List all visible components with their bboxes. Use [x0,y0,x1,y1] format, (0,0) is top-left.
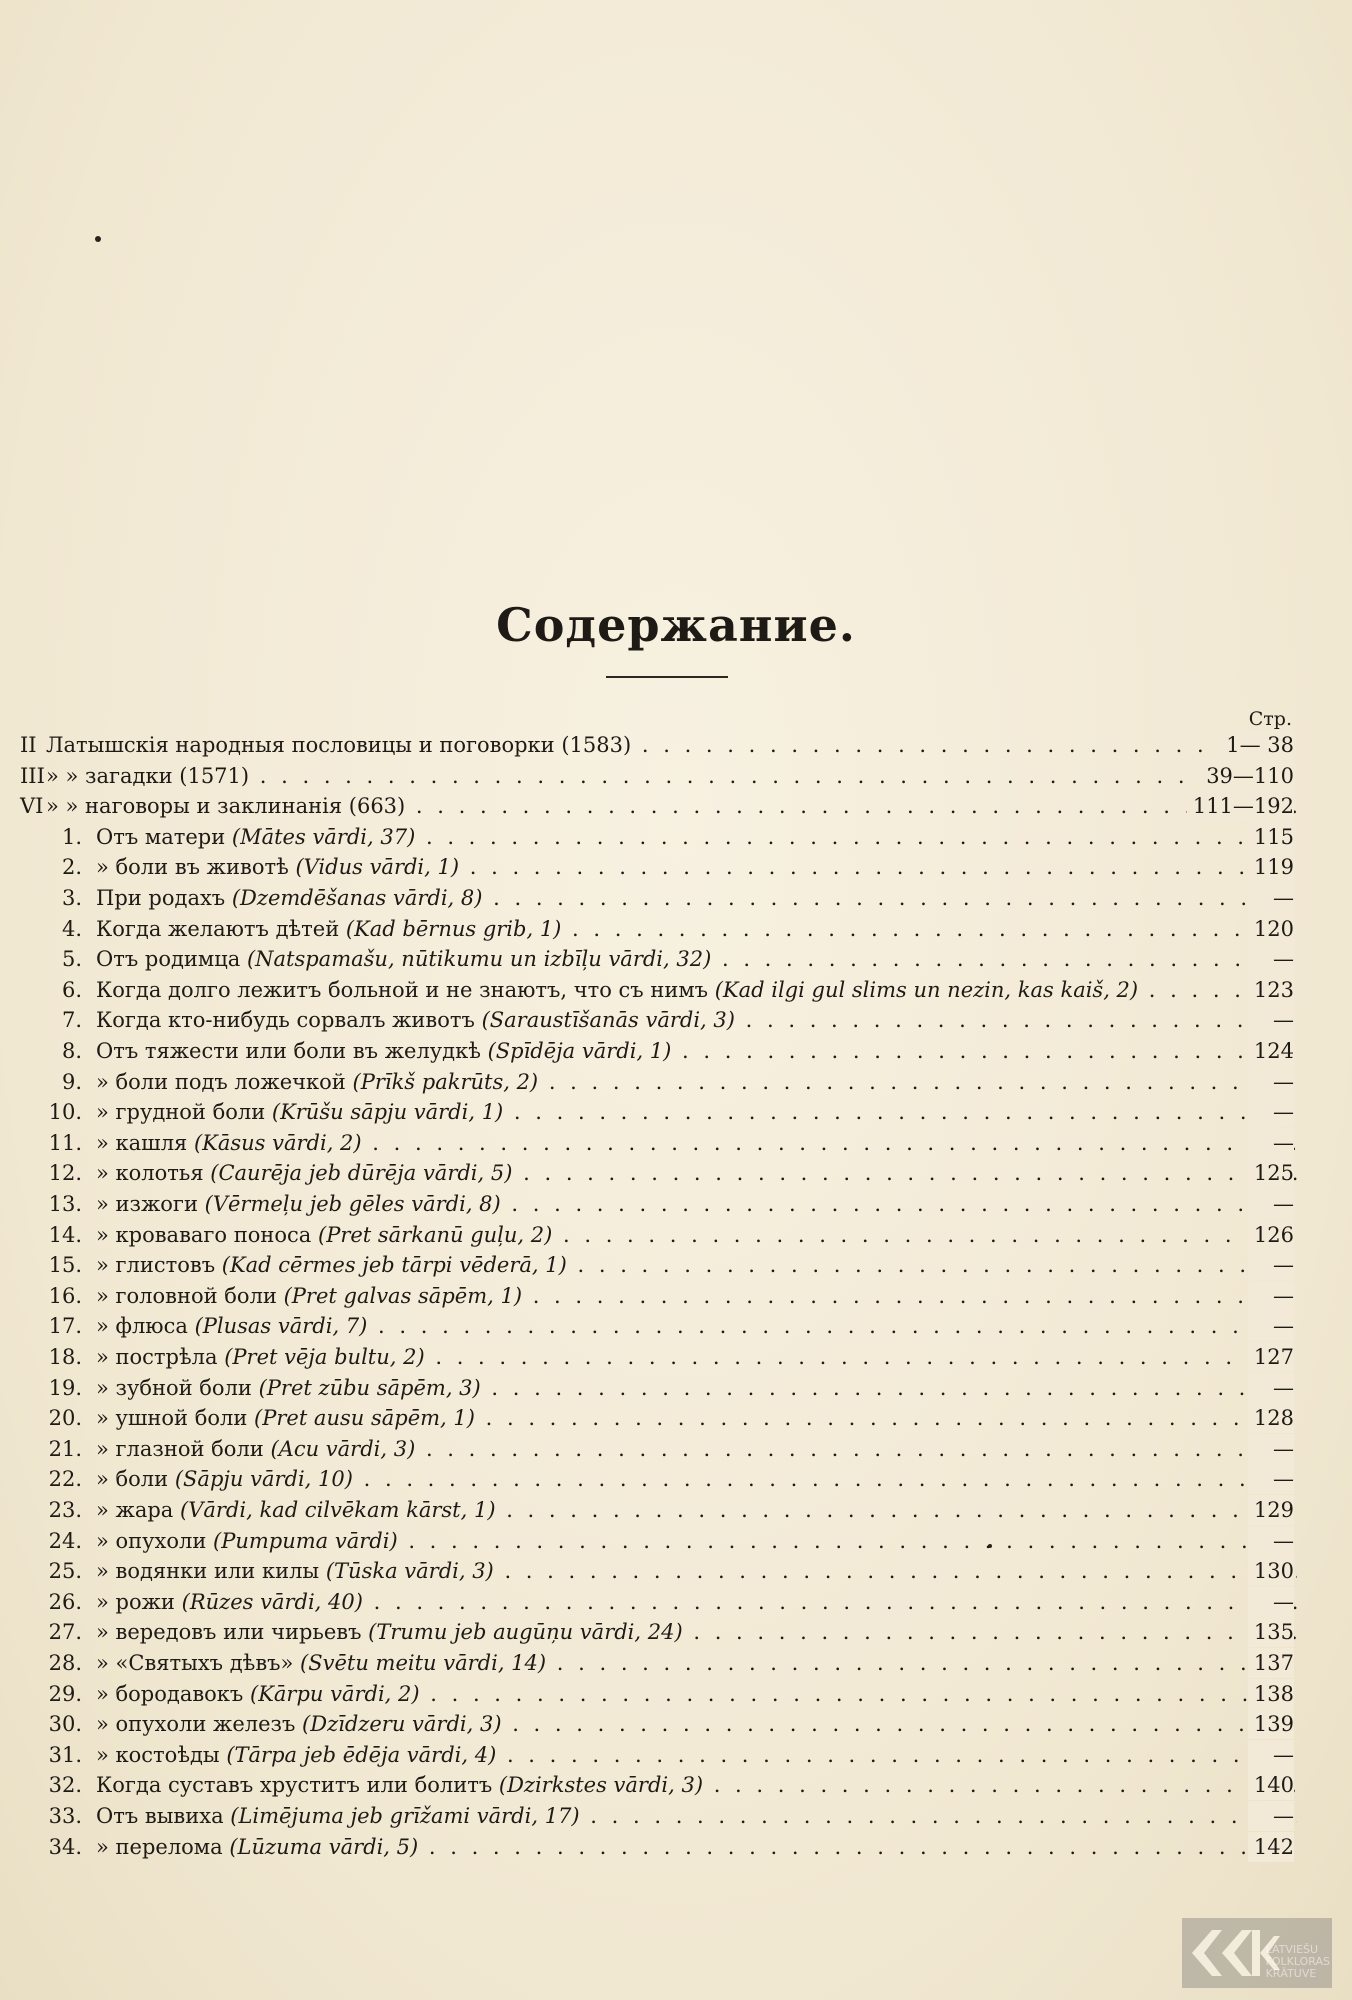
entry-title [96,1189,1297,1219]
entry-latvian-title: (Kāsus vārdi, 2) [193,1130,362,1155]
entry-title [96,1495,1297,1525]
entry-page-number: 140 [1248,1770,1294,1800]
entry-latvian-title: (Tūska vārdi, 3) [325,1559,494,1584]
toc-entry-row [0,883,1352,913]
toc-entry-row [0,975,1352,1005]
entry-title [96,975,1297,1005]
entry-title [96,1403,1297,1433]
entry-russian-title: При родахъ [96,886,226,910]
entry-latvian-title: (Dzemdēšanas vārdi, 8) [231,886,483,910]
entry-title [96,1679,1297,1709]
entry-page-number: — [1248,1281,1294,1311]
entry-number: 24. [48,1528,82,1553]
entry-number: 11. [48,1130,82,1155]
entry-title [96,1097,1297,1127]
entry-page-number: 124 [1248,1036,1294,1066]
entry-title [96,1709,1297,1739]
section-page-range: 111—192 [1187,791,1294,821]
entry-russian-title: Когда желаютъ дѣтей [96,916,340,941]
entry-latvian-title: (Sāpju vārdi, 10) [174,1467,353,1492]
entry-title [96,1617,1297,1647]
toc-entry-row [0,1373,1352,1403]
entry-latvian-title: (Krūšu sāpju vārdi, 1) [271,1100,504,1125]
entry-page-number: 119 [1248,852,1294,882]
entry-page-number: — [1248,1128,1294,1158]
entry-page-number: — [1248,1434,1294,1464]
entry-page-number: 142 [1248,1832,1294,1862]
section-title: » » загадки (1571) . . . [46,761,1297,791]
toc-entry-row [0,852,1352,882]
toc-entry-row [0,1832,1352,1862]
entry-page-number: — [1248,1587,1294,1617]
entry-title [96,1801,1297,1831]
entry-russian-title: » жара [96,1498,174,1522]
entry-title [96,852,1297,882]
entry-latvian-title: (Natspamašu, nūtikumu un izbīļu vārdi, 32) [246,947,712,972]
entry-russian-title: » боли [96,1467,169,1492]
entry-page-number: — [1248,1189,1294,1219]
entry-title [96,1311,1297,1341]
entry-latvian-title: (Pret ausu sāpēm, 1) [254,1406,475,1431]
entry-russian-title: Когда кто-нибудь сорвалъ животъ [96,1008,475,1033]
entry-number: 26. [48,1589,82,1614]
toc-entry-row [0,1587,1352,1617]
entry-number: 20. [48,1406,82,1431]
entry-russian-title: » опухоли железъ [96,1712,296,1737]
entry-page-number: — [1248,1067,1294,1097]
entry-page-number: — [1248,1526,1294,1556]
title-rule [606,676,728,678]
entry-number: 6. [61,977,82,1002]
toc-entry-row [0,1158,1352,1188]
entry-page-number: 130 [1248,1556,1294,1586]
toc-section-row [0,761,1352,791]
page-column-header: Стр. [1248,708,1292,730]
entry-title [96,1281,1297,1311]
entry-number: 17. [48,1314,82,1339]
toc-entry-row [0,1434,1352,1464]
entry-russian-title: » перелома [96,1834,223,1859]
toc-entry-row [0,1403,1352,1433]
entry-russian-title: » боли въ животѣ [96,855,289,880]
entry-latvian-title: (Acu vārdi, 3) [270,1436,416,1461]
toc-entry-row [0,1097,1352,1127]
entry-number: 30. [48,1712,82,1737]
entry-title [96,1832,1297,1862]
entry-latvian-title: (Vidus vārdi, 1) [295,855,460,880]
entry-latvian-title: (Caurēja jeb dūrēja vārdi, 5) [210,1161,513,1186]
entry-page-number: — [1248,1311,1294,1341]
entry-page-number: — [1248,883,1294,913]
entry-russian-title: Отъ тяжести или боли въ желудкѣ [96,1039,481,1063]
entry-page-number: 120 [1248,914,1294,944]
entry-number: 29. [48,1681,82,1706]
entry-page-number: 126 [1248,1220,1294,1250]
entry-number: 27. [48,1620,82,1645]
entry-title [96,1556,1297,1586]
entry-latvian-title: (Vērmeļu jeb gēles vārdi, 8) [204,1192,501,1216]
entry-latvian-title: (Mātes vārdi, 37) [231,824,416,849]
entry-title [96,1740,1297,1770]
entry-russian-title: » изжоги [96,1192,198,1216]
entry-title [96,1526,1297,1556]
entry-latvian-title: (Saraustīšanās vārdi, 3) [481,1008,735,1033]
entry-page-number: 129 [1248,1495,1294,1525]
entry-number: 22. [48,1467,82,1492]
toc-entry-row [0,1495,1352,1525]
entry-number: 12. [48,1161,82,1186]
entry-russian-title: Когда суставъ хруститъ или болитъ [96,1773,493,1798]
entry-page-number: 128 [1248,1403,1294,1433]
toc-entry-row [0,914,1352,944]
toc-entry-row [0,1770,1352,1800]
entry-russian-title: » колотья [96,1161,204,1186]
toc-entry-row [0,1740,1352,1770]
entry-latvian-title: (Trumu jeb augūņu vārdi, 24) [368,1620,683,1645]
entry-latvian-title: (Dzirkstes vārdi, 3) [498,1773,704,1798]
entry-number: 21. [48,1436,82,1461]
entry-latvian-title: (Dzīdzeru vārdi, 3) [302,1712,502,1737]
entry-title [96,1158,1297,1188]
entry-latvian-title: (Lūzuma vārdi, 5) [229,1834,419,1859]
entry-latvian-title: (Kad bērnus grib, 1) [345,916,562,941]
entry-number: 25. [48,1559,82,1584]
toc-section-row [0,791,1352,821]
entry-number: 15. [48,1253,82,1278]
toc-entry-row [0,1709,1352,1739]
section-roman-numeral: III [20,763,45,788]
entry-russian-title: » ушной боли [96,1406,248,1431]
entry-number: 7. [61,1008,82,1033]
entry-number: 9. [61,1069,82,1094]
entry-latvian-title: (Vārdi, kad cilvēkam kārst, 1) [180,1498,496,1522]
entry-page-number: 137 [1248,1648,1294,1678]
toc-entry-row [0,1679,1352,1709]
entry-title [96,1434,1297,1464]
entry-number: 19. [48,1375,82,1400]
entry-number: 16. [48,1283,82,1308]
entry-latvian-title: (Kad ilgi gul slims un nezin, kas kaiš, 2) [714,977,1139,1002]
entry-number: 8. [61,1039,82,1063]
entry-title [96,914,1297,944]
entry-title [96,822,1297,852]
entry-russian-title: » зубной боли [96,1375,252,1400]
entry-russian-title: Когда долго лежитъ больной и не знаютъ, что съ нимъ [96,977,709,1002]
entry-page-number: — [1248,1250,1294,1280]
entry-russian-title: » «Святыхъ дѣвъ» [96,1651,294,1675]
toc-entry-row [0,1281,1352,1311]
entry-number: 18. [48,1345,82,1369]
entry-russian-title: Отъ матери [96,824,226,849]
toc-entry-row [0,1220,1352,1250]
section-page-range: 1— 38 [1220,730,1294,760]
entry-number: 10. [48,1100,82,1125]
entry-title [96,1250,1297,1280]
entry-number: 28. [48,1651,82,1675]
entry-latvian-title: (Rūzes vārdi, 40) [181,1589,363,1614]
entry-russian-title: » кроваваго поноса [96,1222,312,1247]
toc-entry-row [0,944,1352,974]
entry-page-number: — [1248,1005,1294,1035]
entry-latvian-title: (Spīdēja vārdi, 1) [487,1039,672,1063]
entry-title [96,1128,1297,1158]
entry-number: 4. [61,916,82,941]
page-title: Содержание. [496,598,856,652]
entry-russian-title: » грудной боли [96,1100,266,1125]
entry-title [96,1005,1297,1035]
entry-page-number: 123 [1248,975,1294,1005]
entry-latvian-title: (Pret zūbu sāpēm, 3) [258,1375,481,1400]
entry-russian-title: Отъ родимца [96,947,241,972]
entry-number: 33. [48,1804,82,1828]
entry-latvian-title: (Svētu meitu vārdi, 14) [300,1651,547,1675]
entry-number: 32. [48,1773,82,1798]
entry-page-number: 115 [1248,822,1294,852]
entry-latvian-title: (Kad cērmes jeb tārpi vēderā, 1) [221,1253,567,1278]
entry-title [96,1067,1297,1097]
section-roman-numeral: II [20,733,37,757]
entry-page-number: — [1248,1373,1294,1403]
entry-number: 34. [48,1834,82,1859]
toc-entry-row [0,1617,1352,1647]
entry-russian-title: » костоѣды [96,1742,220,1767]
entry-title [96,1036,1297,1066]
entry-russian-title: » кашля [96,1130,188,1155]
entry-latvian-title: (Pret sārkanū guļu, 2) [318,1222,553,1247]
entry-title [96,883,1297,913]
entry-russian-title: » головной боли [96,1283,277,1308]
section-roman-numeral: VI [20,794,44,819]
entry-title [96,1373,1297,1403]
toc-section-row [0,730,1352,760]
entry-title [96,1648,1297,1678]
entry-latvian-title: (Tārpa jeb ēdēja vārdi, 4) [226,1742,497,1767]
entry-page-number: 127 [1248,1342,1294,1372]
entry-latvian-title: (Pumpuma vārdi) [213,1528,398,1553]
section-title: » » наговоры и заклинанія (663) . . . [46,791,1297,821]
entry-title [96,1770,1297,1800]
entry-number: 2. [61,855,82,880]
toc-entry-row [0,1005,1352,1035]
toc-entry-row [0,1648,1352,1678]
toc-entry-row [0,1250,1352,1280]
entry-page-number: — [1248,1097,1294,1127]
toc-entry-row [0,1189,1352,1219]
entry-page-number: 125 [1248,1158,1294,1188]
entry-russian-title: » бородавокъ [96,1681,244,1706]
entry-title [96,1587,1297,1617]
entry-title [96,1342,1297,1372]
toc-entry-row [0,1342,1352,1372]
entry-russian-title: » водянки или килы [96,1559,320,1584]
section-page-range: 39—110 [1200,761,1294,791]
entry-number: 31. [48,1742,82,1767]
entry-title [96,944,1297,974]
entry-latvian-title: (Pret vēja bultu, 2) [224,1345,425,1369]
toc-entry-row [0,1067,1352,1097]
entry-title [96,1220,1297,1250]
entry-number: 1. [61,824,82,849]
archive-logo-text: LATVIEŠU FOLKLORAS KRĀTUVE [1265,1943,1330,1980]
entry-russian-title: » глистовъ [96,1253,216,1278]
entry-russian-title: » флюса [96,1314,188,1339]
toc-entry-row [0,1128,1352,1158]
entry-number: 14. [48,1222,82,1247]
entry-number: 13. [48,1192,82,1216]
toc-entry-row [0,1556,1352,1586]
entry-russian-title: » рожи [96,1589,175,1614]
entry-number: 5. [61,947,82,972]
entry-page-number: — [1248,1801,1294,1831]
entry-russian-title: » глазной боли [96,1436,264,1461]
toc-entry-row [0,1526,1352,1556]
entry-page-number: 135 [1248,1617,1294,1647]
toc-entry-row [0,1311,1352,1341]
entry-page-number: — [1248,1464,1294,1494]
entry-title [96,1464,1297,1494]
entry-latvian-title: (Prīkš pakrūts, 2) [352,1069,539,1094]
toc-entry-row [0,822,1352,852]
entry-number: 23. [48,1498,82,1522]
entry-page-number: 138 [1248,1679,1294,1709]
toc-entry-row [0,1036,1352,1066]
entry-latvian-title: (Kārpu vārdi, 2) [250,1681,420,1706]
entry-russian-title: » опухоли [96,1528,207,1553]
entry-number: 3. [61,886,82,910]
entry-russian-title: » пострѣла [96,1345,218,1369]
entry-russian-title: Отъ вывиха [96,1804,224,1828]
entry-page-number: 139 [1248,1709,1294,1739]
entry-russian-title: » боли подъ ложечкой [96,1069,346,1094]
toc-entry-row [0,1464,1352,1494]
toc-entry-row [0,1801,1352,1831]
entry-latvian-title: (Plusas vārdi, 7) [194,1314,368,1339]
ink-spot [95,236,101,242]
section-title: Латышскія народныя пословицы и поговорки (1583) . . . [46,730,1297,760]
entry-page-number: — [1248,944,1294,974]
entry-page-number: — [1248,1740,1294,1770]
entry-latvian-title: (Limējuma jeb grīžami vārdi, 17) [230,1804,580,1828]
entry-russian-title: » вередовъ или чирьевъ [96,1620,362,1645]
entry-latvian-title: (Pret galvas sāpēm, 1) [283,1283,523,1308]
